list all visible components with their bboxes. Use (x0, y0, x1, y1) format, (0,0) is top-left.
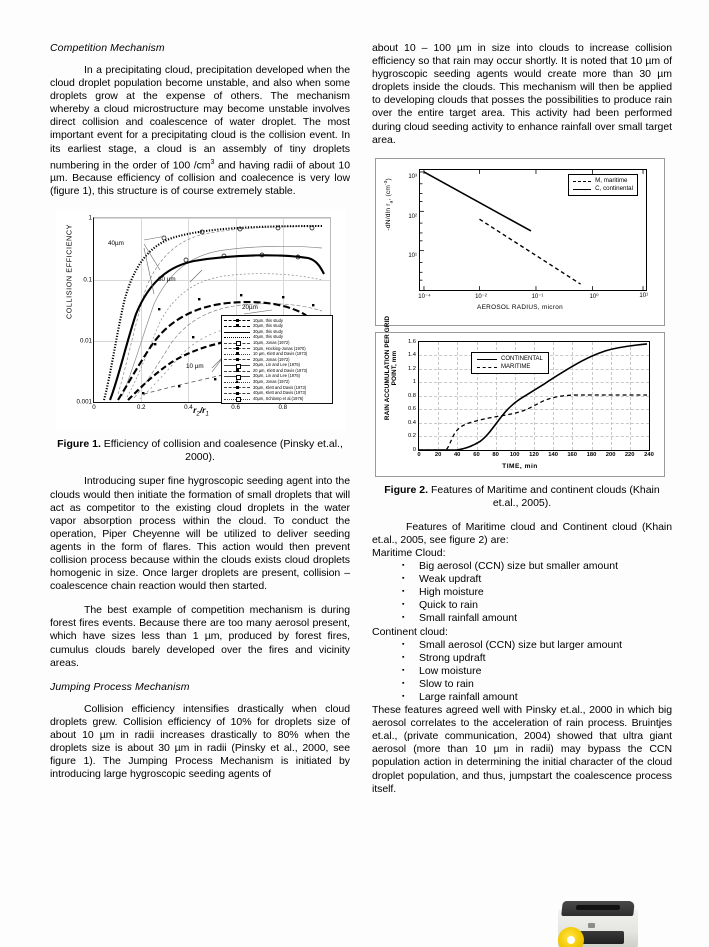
figure-1-caption (50, 438, 350, 464)
figure-1-x-tick: 0.2 (136, 404, 146, 412)
figure-2b-x-tick: 160 (567, 451, 578, 458)
figure-2b-rain-accumulation-chart (375, 315, 665, 477)
list-item: ▪ Large rainfall amount (402, 691, 672, 704)
figure-2a-x-axis-label: AEROSOL RADIUS, micron (477, 303, 563, 311)
legend-label: 40µm, Klett and Davis (1973) (253, 390, 307, 396)
series-maritime (479, 219, 580, 284)
legend-symbol-dotted (224, 335, 250, 340)
printer-output-slot (576, 905, 621, 910)
figure-2a-aerosol-radius-chart (375, 158, 665, 326)
figure-1-annotation-30um: 30 µm (158, 276, 176, 284)
figure-2a-y-tick: 10² (408, 213, 417, 220)
figure-2a-plot-area (408, 169, 649, 300)
figure-2a-x-tick: 10¹ (639, 292, 649, 299)
legend-symbol-thin-dashed (224, 391, 250, 396)
legend-label: CONTINENTAL (501, 355, 543, 362)
paragraph-1-superscript: 3 (210, 158, 215, 166)
paragraph-1-part-b: and having radii of about 10 µm. Because efficiency of collision and coalecence is very low (figure 1), this structure is of course extremely stable. (50, 159, 350, 198)
legend-symbol-thin-dashed (224, 340, 250, 345)
legend-entry (573, 177, 633, 185)
legend-symbol-solid (224, 329, 250, 334)
figure-2b-x-tick: 80 (492, 451, 499, 458)
figure-2b-y-tick: 0.8 (407, 392, 416, 399)
legend-symbol-long-dashed (224, 323, 250, 328)
figure-2a-y-tick: 10³ (408, 173, 417, 180)
legend-label: 30µm, this study (253, 328, 283, 334)
paragraph-precipitating-cloud (50, 64, 350, 198)
list-item: ▪ Quick to rain (402, 599, 672, 612)
figure-2a-legend (568, 174, 638, 196)
legend-symbol-dashed (224, 318, 250, 323)
figure-2-caption-text: Features of Maritime and continent clouds (Khain et.al., 2005). (428, 483, 660, 509)
series-continental (424, 172, 531, 231)
figure-1-annotation-20um: 20µm (242, 304, 258, 312)
left-column (50, 42, 350, 792)
legend-symbol-solid (573, 187, 591, 191)
continent-cloud-list (372, 639, 672, 704)
legend-symbol-thin-solid (224, 374, 250, 379)
legend-symbol-thin-dashed (224, 357, 250, 362)
figure-2b-y-tick: 1.2 (407, 365, 416, 372)
legend-label: 20µm, Lin and Lee (1975) (253, 362, 300, 368)
legend-symbol-thin-dashed (224, 368, 250, 373)
figure-2b-x-tick: 60 (473, 451, 480, 458)
figure-1-y-tick: 0.01 (79, 337, 92, 345)
legend-label: 10 µm, Klett and Davis (1973) (253, 351, 308, 357)
figure-1-x-tick: 0.8 (278, 404, 288, 412)
paragraph-hygroscopic-seeding: Introducing super fine hygroscopic seeding agent into the clouds would then initiate the formation of small droplets that will act as competitor to the existing cloud droplets in the water vapor absorption process within the cloud. To conduct the operation, Piper Cheyenne will be utilized to deliver seeding agents in the form of flares. This action would then prevent collision process because within the clouds exists cloud droplets homogenic in size. Once larger droplets are present, collision – coalescence chain reaction would then started. (50, 475, 350, 593)
legend-label: 40µm, Schlamp et al.(1976) (253, 395, 304, 401)
legend-label: C, continental (595, 184, 633, 192)
list-item: ▪ Small rainfall amount (402, 612, 672, 625)
figure-2a-y-axis-label: -dN/dln $r_a$, $(cm^{-3})$ (382, 177, 394, 231)
printer-logo (588, 923, 595, 928)
maritime-cloud-heading: Maritime Cloud: (372, 546, 446, 559)
figure-2b-x-tick: 0 (417, 451, 421, 458)
legend-symbol-solid (477, 357, 497, 361)
figure-1-y-tick: 0.001 (76, 398, 92, 406)
paragraph-1-part-a: In a precipitating cloud, precipitation developed when the cloud droplet population become unstable, and also when some droplets grow at the expense of others. The mechanism whereby a cloud microstructure may become unstable involves direct collision and coalescence of water droplet. The most important event for a precipitating cloud is the collision event. In its earliest stage, a cloud is an assembly of tiny droplets numbering in the order of 100 /cm (50, 64, 350, 172)
paragraph-features-intro: Features of Maritime cloud and Continent cloud (Khain et.al., 2005, see figure 2) are: (372, 520, 672, 546)
legend-symbol-thin-dotted (224, 351, 250, 356)
figure-2a-x-tick: 10⁻⁴ (418, 293, 431, 300)
figure-2b-x-axis-label: TIME, min (502, 462, 538, 470)
legend-label: 30µm, Lin and Lee (1975) (253, 373, 300, 379)
figure-2a-x-tick: 10⁰ (589, 293, 599, 300)
figure-1-collision-efficiency-chart (56, 209, 346, 431)
figure-1-annotation-40um: 40µm (108, 240, 124, 248)
figure-2b-y-tick: 0.6 (407, 406, 416, 413)
list-item: ▪ Strong updraft (402, 652, 672, 665)
figure-2a-y-tick: 10¹ (408, 253, 417, 260)
figure-1-y-axis-label: COLLISION EFFICIENCY (64, 224, 74, 320)
legend-symbol-thin-dotted (224, 396, 250, 401)
legend-entry (573, 185, 633, 193)
figure-2b-y-tick: 1.4 (407, 352, 416, 359)
legend-symbol-dashed (573, 179, 591, 183)
legend-label: 10µm, Jonas (1972) (253, 339, 290, 345)
maritime-cloud-list (372, 560, 672, 625)
figure-2b-y-tick: 1 (412, 379, 416, 386)
figure-1-x-tick: 0.4 (184, 404, 193, 412)
figure-1-y-tick: 0.1 (83, 276, 92, 284)
legend-symbol-thin-dashed (224, 346, 250, 351)
section-heading-competition: Competition Mechanism (50, 42, 165, 54)
printer-photo (540, 893, 662, 947)
figure-1-annotation-10um: 10 µm (186, 363, 204, 371)
legend-label: M, maritime (595, 176, 628, 184)
figure-2b-y-tick: 1.6 (407, 338, 416, 345)
figure-2a-x-tick: 10⁻¹ (531, 293, 544, 300)
figure-1-x-tick: 0 (92, 404, 96, 412)
figure-2-caption-label: Figure 2. (384, 483, 429, 496)
list-item: ▪ Small aerosol (CCN) size but larger amount (402, 639, 672, 652)
legend-label: 10µm, this study (253, 317, 283, 323)
figure-2b-x-tick: 180 (586, 451, 597, 458)
paragraph-collision-efficiency: Collision efficiency intensifies drastically when cloud droplets grew. Collision efficiency of 10% for droplets size of about 10 µm in radii increases drastically to 80% when the droplets size is about 30 µm in radii (Pinsky et al., 2000, see figure 1). The Jumping Process Mechanism is initiated by introducing large hygroscopic seeding agents of (50, 702, 350, 781)
paragraph-forest-fires: The best example of competition mechanism is during forest fires events. Because there are too many aerosol present, which have sizes less than 1 µm, produced by forest fires, cumulus clouds barely developed over the fires and vicinity areas. (50, 604, 350, 669)
list-item: ▪ High moisture (402, 586, 672, 599)
legend-symbol-thin-dashed (224, 385, 250, 390)
legend-symbol-thin-dotted (224, 379, 250, 384)
figure-2b-x-tick: 40 (453, 451, 461, 458)
paragraph-seeding-size: about 10 – 100 µm in size into clouds to increase collision efficiency so that rain may occur shortly. It is noted that 10 µm of hygroscopic seeding agents would create more than 30 µm droplets inside the clouds. This mechanism will then be applied to developing clouds that posses the possibilities to produce rain over the entire target area. This activity had been performed during cloud seeding activity to enhance rainfall over small target area. (372, 42, 672, 146)
printer-yellow-disc (558, 927, 584, 947)
figure-1-x-axis-label: $r_2/r_1$ (193, 405, 209, 419)
figure-2b-y-tick: 0.2 (407, 433, 416, 440)
figure-2b-x-tick: 140 (548, 451, 558, 458)
figure-2b-y-axis-label: RAIN ACCUMULATION PER GRID POINT, mm (384, 315, 398, 420)
legend-label: 30µm, Klett and Davis (1973) (253, 384, 307, 390)
figure-1-y-tick: 1 (88, 214, 92, 222)
figure-2b-y-tick: 0 (412, 446, 416, 453)
figure-2-caption (372, 484, 672, 510)
list-item: ▪ Weak updraft (402, 573, 672, 586)
legend-entry (477, 363, 543, 371)
list-item: ▪ Big aerosol (CCN) size but smaller amount (402, 560, 672, 573)
legend-entry (477, 355, 543, 363)
figure-2b-x-tick: 120 (529, 451, 539, 458)
legend-entry (224, 396, 330, 402)
continent-cloud-heading: Continent cloud: (372, 625, 448, 638)
legend-symbol-thin-solid (224, 363, 250, 368)
legend-label: 10µm, Hocking-Jonas (1970) (253, 345, 306, 351)
figure-2b-x-tick: 20 (434, 451, 442, 458)
legend-label: 30µm, Jonas (1972) (253, 379, 290, 385)
legend-label: 20 µm, Klett and Davis (1973) (253, 367, 308, 373)
figure-2b-x-tick: 200 (605, 451, 616, 458)
figure-1-caption-label: Figure 1. (57, 438, 101, 451)
figure-1-x-tick: 0.6 (231, 404, 240, 412)
list-item: ▪ Low moisture (402, 665, 672, 678)
legend-label: 20µm, this study (253, 323, 283, 329)
figure-2b-y-tick: 0.4 (407, 419, 416, 426)
figure-1-caption-text: Efficiency of collision and coalesence (Pinsky et.al., 2000). (100, 438, 343, 464)
figure-2b-plot-area (407, 338, 654, 458)
figure-1-legend (221, 315, 333, 405)
legend-label: MARITIME (501, 363, 531, 370)
figure-2b-legend (471, 352, 549, 374)
list-item: ▪ Slow to rain (402, 678, 672, 691)
series-maritime (419, 395, 647, 450)
figure-2a-x-tick: 10⁻² (475, 293, 487, 300)
paragraph-features-agreement: These features agreed well with Pinsky et.al., 2000 in which big aerosol correlates to the acceleration of rain process. Bruintjes et.al., (private communication, 2004) showed that ultra giant aerosol (more than 10 µm in radii) may bypass the CCN population action in determining the initial character of the cloud droplet population, and thus, jumpstart the coalescence process itself. (372, 704, 672, 795)
figure-2b-x-tick: 220 (624, 451, 635, 458)
section-heading-jumping-process: Jumping Process Mechanism (50, 680, 190, 693)
legend-symbol-dashed (477, 365, 497, 369)
figure-2b-x-tick: 240 (644, 451, 654, 458)
right-column (372, 42, 672, 807)
legend-label: 20µm, Jonas (1972) (253, 356, 290, 362)
legend-label: 40µm, this study (253, 334, 283, 340)
figure-2b-x-tick: 100 (509, 451, 520, 458)
